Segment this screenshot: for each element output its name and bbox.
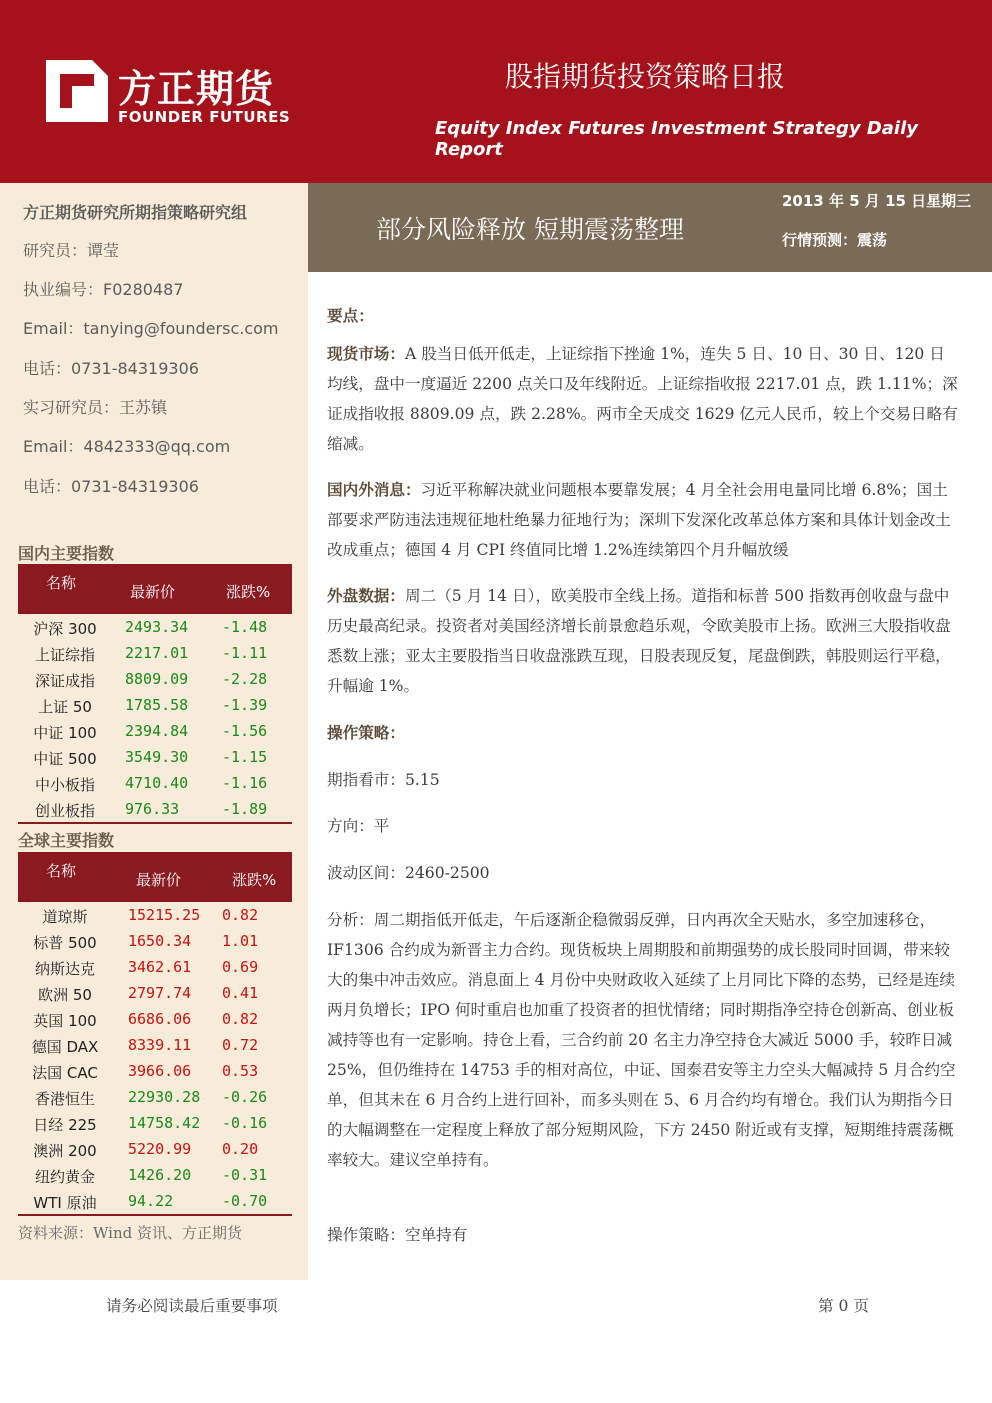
brand-name-cn: 方正期货 [118, 67, 275, 111]
index-change: 1.01 [222, 932, 259, 950]
table-row [18, 770, 292, 796]
news-paragraph [327, 475, 959, 565]
index-change: -1.15 [222, 748, 268, 766]
analysis-paragraph: 分析：周二期指低开低走，午后逐渐企稳微弱反弹，日内再次全天贴水，多空加速移仓，IF1306 合约成为新晋主力合约。现货板块上周期股和前期强势的成长股同时回调，带来较大的集中冲击效应。消息面上 4 月份中央财政收入延续了上月同比下降的态势，已经是连续两月负增长；IPO 何时重启也加重了投资者的担忧情绪；同时期指净空持仓创新高、创业板减持等也有一定影响。持仓上看，三合约前 20 名主力净空持仓大减近 5000 手，较昨日减 25%，但仍维持在 14753 手的相对高位，中证、国泰君安等主力空头大幅减持 5 月合约空单，但其未在 6 月合约上进行回补，而多头则在 5、6 月合约均有增仓。我们认为期指今日的大幅调整在一定程度上释放了部分短期风险，下方 2450 附近或有支撑，短期维持震荡概率较大。建议空单持有。 [327, 911, 956, 1169]
index-price: 1650.34 [128, 932, 192, 950]
strategy-heading: 操作策略： [327, 724, 405, 742]
table-row [18, 1110, 292, 1136]
table-header [18, 852, 292, 902]
report-headline: 部分风险释放 短期震荡整理 [376, 215, 684, 244]
index-change: -1.39 [222, 696, 268, 714]
col-name-header: 名称 [46, 862, 77, 880]
index-name: WTI 原油 [33, 1194, 97, 1212]
table-row [18, 744, 292, 770]
key-points-heading: 要点： [327, 307, 374, 325]
table-row [18, 640, 292, 666]
index-name: 日经 225 [33, 1116, 97, 1134]
brand-name-en: FOUNDER FUTURES [118, 108, 291, 126]
index-price: 8339.11 [128, 1036, 192, 1054]
table-header [18, 564, 292, 614]
index-name: 创业板指 [34, 802, 95, 820]
index-change: -0.70 [222, 1192, 268, 1210]
table-row [18, 692, 292, 718]
index-price: 15215.25 [128, 906, 201, 924]
final-strategy: 操作策略：空单持有 [327, 1226, 468, 1244]
index-name: 道琼斯 [42, 908, 88, 926]
index-price: 3549.30 [125, 748, 189, 766]
col-price-header: 最新价 [130, 583, 176, 601]
index-price: 3966.06 [128, 1062, 192, 1080]
intern-email: Email：4842333@qq.com [23, 437, 231, 456]
contract-line: 期指看市：5.15 [327, 771, 440, 789]
index-name: 中证 100 [33, 724, 97, 742]
index-price: 14758.42 [128, 1114, 201, 1132]
index-change: -2.28 [222, 670, 268, 688]
index-change: 0.72 [222, 1036, 259, 1054]
index-price: 5220.99 [128, 1140, 192, 1158]
range-line: 波动区间：2460-2500 [327, 864, 490, 882]
index-change: -0.26 [222, 1088, 268, 1106]
index-change: -1.11 [222, 644, 268, 662]
index-price: 2217.01 [125, 644, 189, 662]
index-name: 沪深 300 [33, 620, 97, 638]
index-change: 0.20 [222, 1140, 259, 1158]
table-row [18, 1006, 292, 1032]
index-name: 中小板指 [34, 776, 95, 794]
index-name: 上证 50 [38, 698, 92, 716]
col-price-header: 最新价 [136, 871, 182, 889]
col-change-header: 涨跌% [226, 583, 271, 601]
domestic-index-table [18, 564, 292, 824]
index-name: 澳洲 200 [33, 1142, 97, 1160]
index-name: 德国 DAX [31, 1038, 99, 1056]
license-number: 执业编号：F0280487 [23, 280, 184, 299]
index-change: -0.16 [222, 1114, 268, 1132]
market-forecast: 行情预测：震荡 [782, 231, 888, 249]
spot-market-text: A 股当日低开低走，上证综指下挫逾 1%，连失 5 日、10 日、30 日、120 日均线，盘中一度逼近 2200 点关口及年线附近。上证综指收报 2217.01 点，跌 1.11%；深证成指收报 8809.09 点，跌 2.28%。两市全天成交 1629 亿元人民币，较上个交易日略有缩减。 [327, 345, 958, 453]
report-title-en: Equity Index Futures Investment Strategy Daily Report [435, 118, 918, 160]
col-name-header: 名称 [46, 574, 77, 592]
index-price: 2394.84 [125, 722, 189, 740]
index-change: 0.41 [222, 984, 259, 1002]
index-change: 0.53 [222, 1062, 259, 1080]
spot-market-paragraph [327, 339, 959, 459]
index-price: 1785.58 [125, 696, 189, 714]
index-change: 0.82 [222, 1010, 259, 1028]
index-change: -1.89 [222, 800, 268, 818]
table-row [18, 1084, 292, 1110]
index-change: -1.16 [222, 774, 268, 792]
index-name: 法国 CAC [32, 1064, 98, 1082]
index-price: 3462.61 [128, 958, 192, 976]
index-change: -0.31 [222, 1166, 268, 1184]
analyst-name: 研究员：谭莹 [23, 241, 120, 260]
table-row [18, 718, 292, 744]
index-price: 2493.34 [125, 618, 189, 636]
news-label: 国内外消息： [327, 481, 421, 499]
index-price: 976.33 [125, 800, 180, 818]
table-divider [18, 1214, 292, 1216]
index-price: 22930.28 [128, 1088, 201, 1106]
index-name: 深证成指 [34, 672, 95, 690]
table-row [18, 666, 292, 692]
overseas-paragraph [327, 581, 959, 701]
table-row [18, 1032, 292, 1058]
index-price: 1426.20 [128, 1166, 192, 1184]
table-row [18, 1136, 292, 1162]
news-text: 习近平称解决就业问题根本要靠发展；4 月全社会用电量同比增 6.8%；国土部要求严防违法违规征地杜绝暴力征地行为；深圳下发深化改革总体方案和具体计划金改土改成重点；德国 4 月 CPI 终值同比增 1.2%连续第四个月升幅放缓 [327, 481, 951, 559]
index-name: 英国 100 [33, 1012, 97, 1030]
index-name: 欧洲 50 [38, 986, 92, 1004]
table-row [18, 614, 292, 640]
table-row [18, 1188, 292, 1214]
data-source: 资料来源：Wind 资讯、方正期货 [18, 1224, 242, 1242]
page-number: 第 0 页 [818, 1297, 870, 1315]
analyst-phone: 电话：0731-84319306 [23, 359, 199, 378]
index-name: 标普 500 [33, 934, 97, 952]
index-name: 中证 500 [33, 750, 97, 768]
index-name: 纽约黄金 [34, 1168, 95, 1186]
table-row [18, 902, 292, 928]
index-change: -1.48 [222, 618, 268, 636]
overseas-label: 外盘数据： [327, 587, 405, 605]
report-title-cn: 股指期货投资策略日报 [505, 60, 786, 93]
table-row [18, 796, 292, 822]
index-change: 0.82 [222, 906, 259, 924]
intern-phone: 电话：0731-84319306 [23, 477, 199, 496]
index-name: 纳斯达克 [34, 960, 95, 978]
disclaimer-notice: 请务必阅读最后重要事项 [106, 1297, 278, 1315]
index-name: 香港恒生 [34, 1090, 95, 1108]
table-row [18, 928, 292, 954]
table-row [18, 980, 292, 1006]
index-price: 6686.06 [128, 1010, 192, 1028]
intern-name: 实习研究员：王苏镇 [23, 398, 168, 417]
founder-logo-icon [46, 60, 108, 122]
report-date: 2013 年 5 月 15 日星期三 [782, 192, 972, 210]
col-change-header: 涨跌% [232, 871, 277, 889]
table-row [18, 1058, 292, 1084]
table-row [18, 954, 292, 980]
direction-line: 方向：平 [327, 817, 390, 835]
research-group: 方正期货研究所期指策略研究组 [23, 203, 248, 222]
analyst-email: Email：tanying@foundersc.com [23, 319, 279, 338]
index-price: 2797.74 [128, 984, 192, 1002]
index-price: 94.22 [128, 1192, 174, 1210]
index-price: 4710.40 [125, 774, 189, 792]
global-index-title: 全球主要指数 [18, 831, 115, 850]
index-change: 0.69 [222, 958, 259, 976]
overseas-text: 周二（5 月 14 日），欧美股市全线上扬。道指和标普 500 指数再创收盘与盘中历史最高纪录。投资者对美国经济增长前景愈趋乐观，令欧美股市上扬。欧洲三大股指收盘悉数上涨；亚太主要股指当日收盘涨跌互现，日股表现反复，尾盘倒跌，韩股则运行平稳，升幅逾 1%。 [327, 587, 951, 695]
domestic-index-title: 国内主要指数 [18, 544, 115, 563]
table-row [18, 1162, 292, 1188]
index-change: -1.56 [222, 722, 268, 740]
index-name: 上证综指 [34, 646, 95, 664]
table-divider [18, 822, 292, 824]
index-price: 8809.09 [125, 670, 189, 688]
spot-market-label: 现货市场： [327, 345, 405, 363]
global-index-table [18, 852, 292, 1216]
